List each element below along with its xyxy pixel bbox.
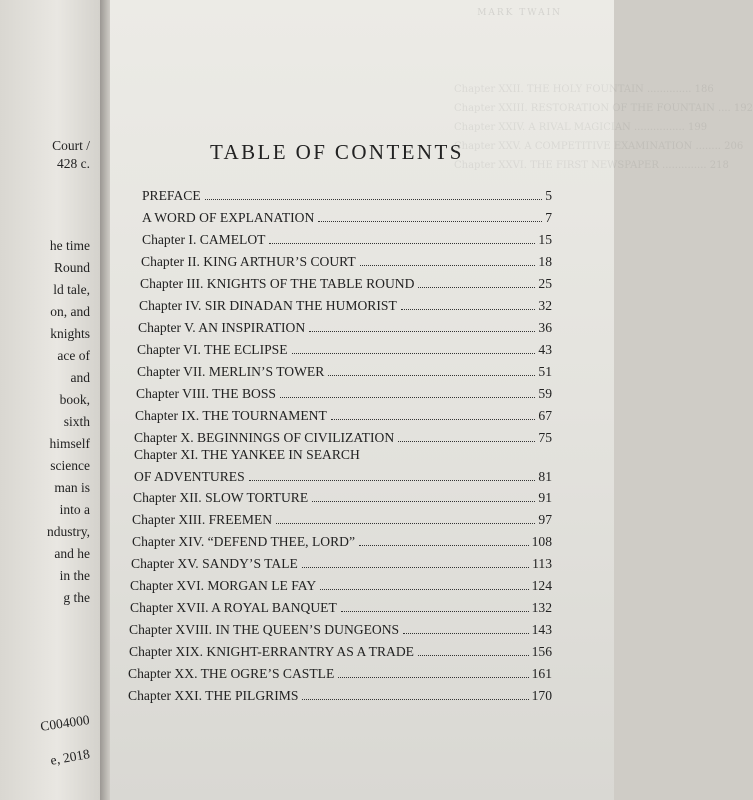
toc-entry-label: Chapter XIX. KNIGHT-ERRANTRY AS A TRADE [129, 644, 414, 659]
toc-entry-page: 143 [531, 622, 552, 637]
toc-entry [136, 380, 552, 402]
toc-entry-page: 15 [538, 232, 552, 247]
toc-entry-page: 156 [531, 644, 552, 659]
toc-entry-label: OF ADVENTURES [134, 469, 245, 484]
toc-entry [142, 226, 552, 248]
left-page-fragment: g the [63, 590, 90, 605]
toc-entry-page: 75 [538, 430, 552, 445]
toc-entry-label: Chapter X. BEGINNINGS OF CIVILIZATION [134, 430, 395, 445]
left-page-fragment: book, [59, 392, 90, 407]
dot-leader [341, 611, 529, 612]
toc-entry [133, 484, 552, 506]
toc-entry-label: Chapter IX. THE TOURNAMENT [135, 408, 327, 423]
toc-entry [129, 638, 552, 660]
toc-entry [138, 314, 552, 336]
dot-leader [401, 309, 536, 310]
toc-entry-page: 161 [531, 666, 552, 681]
bleed-line: Chapter XXVI. THE FIRST NEWSPAPER .............. 218 [454, 160, 729, 171]
toc-entry [134, 463, 552, 485]
toc-entry-page: 132 [531, 600, 552, 615]
toc-entry [132, 528, 552, 550]
dot-leader [359, 545, 529, 546]
toc-entry-label: A WORD OF EXPLANATION [142, 210, 315, 225]
toc-entry [137, 336, 552, 358]
toc-entry [132, 506, 552, 528]
toc-entry-label: Chapter XII. SLOW TORTURE [133, 490, 309, 505]
toc-entry [140, 270, 552, 292]
toc-entry-label: Chapter XVI. MORGAN LE FAY [130, 578, 317, 593]
dot-leader [302, 567, 529, 568]
toc-entry [134, 441, 552, 463]
left-page-fragment: 428 c. [57, 156, 90, 171]
left-page-fragment: and he [54, 546, 90, 561]
toc-entry-page: 32 [538, 298, 552, 313]
toc-entry-label: Chapter VIII. THE BOSS [136, 386, 276, 401]
left-page-fragment: himself [49, 436, 90, 451]
dot-leader [280, 397, 535, 398]
toc-entry-label: Chapter XVIII. IN THE QUEEN’S DUNGEONS [129, 622, 400, 637]
toc-entry [139, 292, 552, 314]
left-page-fragment: and [70, 370, 90, 385]
dot-leader [328, 375, 535, 376]
toc-entry-label: Chapter XV. SANDY’S TALE [131, 556, 298, 571]
dot-leader [320, 589, 528, 590]
toc-entry-page: 81 [538, 469, 552, 484]
dot-leader [418, 655, 529, 656]
toc-entry-page: 43 [538, 342, 552, 357]
dot-leader [309, 331, 535, 332]
toc-entry-label: Chapter IV. SIR DINADAN THE HUMORIST [139, 298, 397, 313]
running-head: MARK TWAIN [477, 8, 562, 18]
toc-entry-label: Chapter III. KNIGHTS OF THE TABLE ROUND [140, 276, 415, 291]
toc-entry [142, 204, 552, 226]
dot-leader [249, 480, 536, 481]
toc-entry [130, 572, 552, 594]
toc-entry [128, 660, 552, 682]
dot-leader [360, 265, 536, 266]
toc-entry-page: 51 [538, 364, 552, 379]
toc-entry-label: Chapter I. CAMELOT [142, 232, 266, 247]
left-page-fragment: C004000 [39, 712, 91, 734]
dot-leader [302, 699, 528, 700]
toc-entry-page: 5 [545, 188, 552, 203]
left-page-fragment: e, 2018 [49, 746, 92, 768]
bleed-line: Chapter XXII. THE HOLY FOUNTAIN .............. 186 [454, 84, 714, 95]
dot-leader [292, 353, 536, 354]
toc-entry-page: 113 [532, 556, 552, 571]
toc-entry-page: 25 [538, 276, 552, 291]
toc-entry-page: 97 [538, 512, 552, 527]
toc-entry-label: Chapter V. AN INSPIRATION [138, 320, 306, 335]
toc-entry-label: Chapter XX. THE OGRE’S CASTLE [128, 666, 335, 681]
dot-leader [418, 287, 535, 288]
left-page-fragment: science [50, 458, 90, 473]
toc-entry-label: Chapter VII. MERLIN’S TOWER [137, 364, 325, 379]
toc-entry-page: 59 [538, 386, 552, 401]
left-page-fragment: he time [49, 238, 90, 253]
toc-entry-label: PREFACE [142, 188, 201, 203]
left-page-fragment: sixth [63, 414, 90, 429]
dot-leader [276, 523, 535, 524]
bleed-line: Chapter XXIII. RESTORATION OF THE FOUNTAIN .... 192 [454, 103, 753, 114]
toc-entry-label: Chapter XVII. A ROYAL BANQUET [130, 600, 337, 615]
toc-entry-page: 18 [538, 254, 552, 269]
toc-entry [128, 682, 552, 704]
left-page-fragment: Round [53, 260, 90, 275]
left-page-fragment: Court / [52, 138, 90, 153]
dot-leader [318, 221, 542, 222]
left-page-fragment: in the [59, 568, 90, 583]
dot-leader [403, 633, 529, 634]
dot-leader [205, 199, 543, 200]
toc-entry-page: 108 [531, 534, 552, 549]
toc-entry-page: 36 [538, 320, 552, 335]
dot-leader [312, 501, 535, 502]
bleed-line: Chapter XXIV. A RIVAL MAGICIAN ................ 199 [454, 122, 708, 133]
toc-entry [131, 550, 552, 572]
toc-entry-page: 67 [538, 408, 552, 423]
dot-leader [338, 677, 528, 678]
toc-entry-page: 170 [531, 688, 552, 703]
toc-entry [135, 402, 552, 424]
toc-entry-label: Chapter XIV. “DEFEND THEE, LORD” [132, 534, 356, 549]
toc-entry-label: Chapter II. KING ARTHUR’S COURT [141, 254, 356, 269]
toc-entry [129, 616, 552, 638]
toc-entry-label: Chapter XXI. THE PILGRIMS [128, 688, 299, 703]
toc-entry-page: 91 [538, 490, 552, 505]
left-page-fragment: ace of [57, 348, 90, 363]
dot-leader [331, 419, 536, 420]
toc-entry-label: Chapter XIII. FREEMEN [132, 512, 273, 527]
toc-entry [137, 358, 552, 380]
left-page-fragment: into a [59, 502, 90, 517]
left-page-fragment: ndustry, [47, 524, 90, 539]
left-page-fragment: on, and [50, 304, 90, 319]
toc-entry [130, 594, 552, 616]
toc-entry-label: Chapter XI. THE YANKEE IN SEARCH [134, 447, 360, 462]
toc-entry-label: Chapter VI. THE ECLIPSE [137, 342, 288, 357]
dot-leader [269, 243, 535, 244]
left-page-fragment: knights [50, 326, 90, 341]
toc-entry [141, 248, 552, 270]
toc-entry [142, 182, 552, 204]
left-page-fragment: ld tale, [53, 282, 90, 297]
left-page-fragment: man is [54, 480, 90, 495]
page-title: TABLE OF CONTENTS [210, 140, 464, 164]
toc-entry-page: 7 [545, 210, 552, 225]
bleed-line: Chapter XXV. A COMPETITIVE EXAMINATION ........ 206 [454, 141, 744, 152]
toc-entry-page: 124 [531, 578, 552, 593]
